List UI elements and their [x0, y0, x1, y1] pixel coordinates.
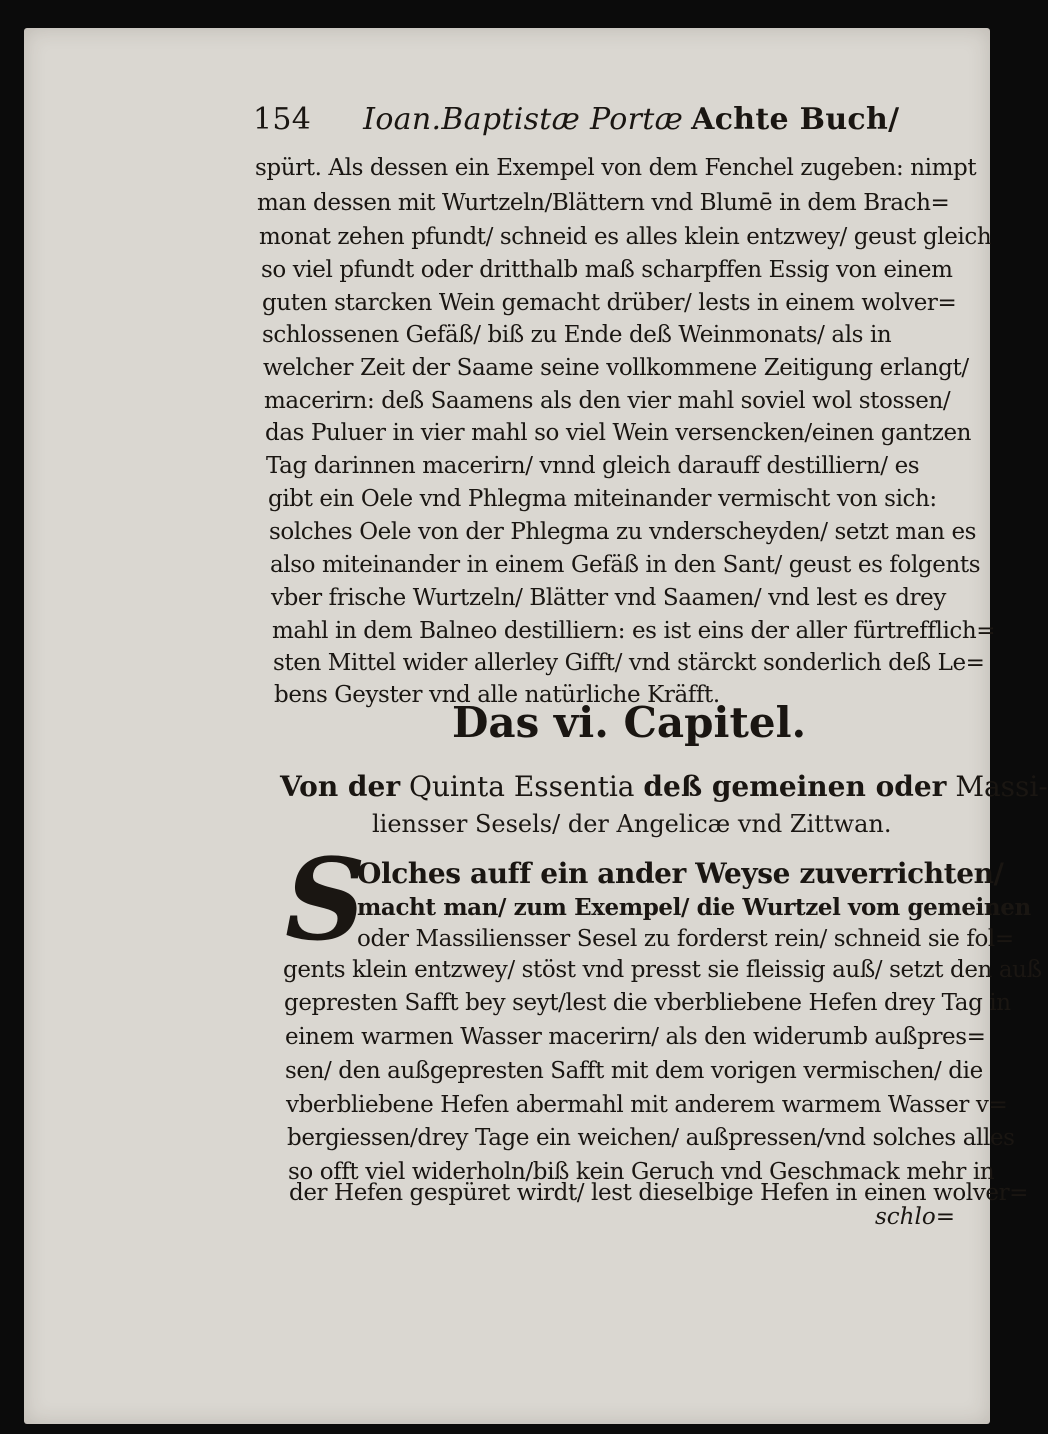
text-line: gepresten Safft bey seyt/lest die vberbliebene Hefen drey Tag in [284, 990, 1011, 1016]
subtitle-part: liensser [372, 810, 468, 838]
text-line: Olches auff ein ander Weyse zuverrichten/ [357, 857, 1004, 890]
running-header [253, 102, 900, 146]
page-number: 154 [253, 102, 312, 137]
text-line: bergiessen/drey Tage ein weichen/ außpressen/vnd solches alles [287, 1125, 1015, 1151]
subtitle-part: Angelicæ [616, 810, 731, 838]
drop-initial: S [285, 835, 366, 966]
subtitle-part: Sesels/ der [474, 810, 609, 838]
text-line: mahl in dem Balneo destilliern: es ist eins der aller fürtrefflich= [272, 618, 996, 644]
text-line: macerirn: deß Saamens als den vier mahl soviel wol stossen/ [264, 388, 951, 414]
text-line: so offt viel widerholn/biß kein Geruch vnd Geschmack mehr in [288, 1159, 995, 1185]
chapter-subtitle-line1 [280, 770, 1048, 810]
chapter-subtitle-line2 [372, 810, 891, 850]
subtitle-part: deß gemeinen oder [643, 770, 947, 803]
text-line: der Hefen gespüret wirdt/ lest dieselbige Hefen in einen wolver= [289, 1180, 1029, 1206]
header-book: Achte Buch/ [691, 102, 900, 137]
text-line: gibt ein Oele vnd Phlegma miteinander vermischt von sich: [268, 486, 937, 512]
text-line: sen/ den außgepresten Safft mit dem vorigen vermischen/ die [285, 1058, 983, 1084]
catchword: schlo= [875, 1204, 955, 1230]
header-author: Ioan.Baptistæ Portæ [363, 102, 684, 137]
text-line: so viel pfundt oder dritthalb maß scharpffen Essig von einem [261, 257, 953, 283]
text-line: guten starcken Wein gemacht drüber/ lests in einem wolver= [262, 290, 957, 316]
text-line: solches Oele von der Phlegma zu vnderscheyden/ setzt man es [269, 519, 977, 545]
text-line: bens Geyster vnd alle natürliche Kräfft. [274, 682, 720, 708]
text-line: das Puluer in vier mahl so viel Wein versencken/einen gantzen [265, 420, 972, 446]
text-line: man dessen mit Wurtzeln/Blättern vnd Blumē in dem Brach= [257, 190, 950, 216]
text-line: Tag darinnen macerirn/ vnnd gleich darauff destilliern/ es [266, 453, 920, 479]
text-line: sten Mittel wider allerley Gifft/ vnd stärckt sonderlich deß Le= [273, 650, 985, 676]
subtitle-part: vnd Zittwan. [737, 810, 892, 838]
text-line: welcher Zeit der Saame seine vollkommene Zeitigung erlangt/ [263, 355, 969, 381]
text-line: vberbliebene Hefen abermahl mit anderem warmem Wasser v= [286, 1092, 1008, 1118]
chapter-title: Das vi. Capitel. [452, 698, 807, 747]
subtitle-part: Massi- [955, 770, 1048, 803]
text-line: spürt. Als dessen ein Exempel von dem Fenchel zugeben: nimpt [255, 155, 977, 181]
subtitle-part: Quinta Essentia [409, 770, 635, 803]
text-line: macht man/ zum Exempel/ die Wurtzel vom gemeinen [357, 894, 1031, 921]
text-line: gents klein entzwey/ stöst vnd presst sie fleissig auß/ setzt den auß [283, 957, 1042, 983]
text-line: schlossenen Gefäß/ biß zu Ende deß Weinmonats/ als in [262, 322, 892, 348]
text-line: oder Massiliensser Sesel zu forderst rein/ schneid sie fol= [357, 926, 1014, 952]
subtitle-part: Von der [280, 770, 401, 803]
text-line: vber frische Wurtzeln/ Blätter vnd Saamen/ vnd lest es drey [271, 585, 946, 611]
text-line: monat zehen pfundt/ schneid es alles klein entzwey/ geust gleich [259, 224, 992, 250]
text-line: also miteinander in einem Gefäß in den Sant/ geust es folgents [270, 552, 981, 578]
text-line: einem warmen Wasser macerirn/ als den widerumb außpres= [285, 1024, 986, 1050]
